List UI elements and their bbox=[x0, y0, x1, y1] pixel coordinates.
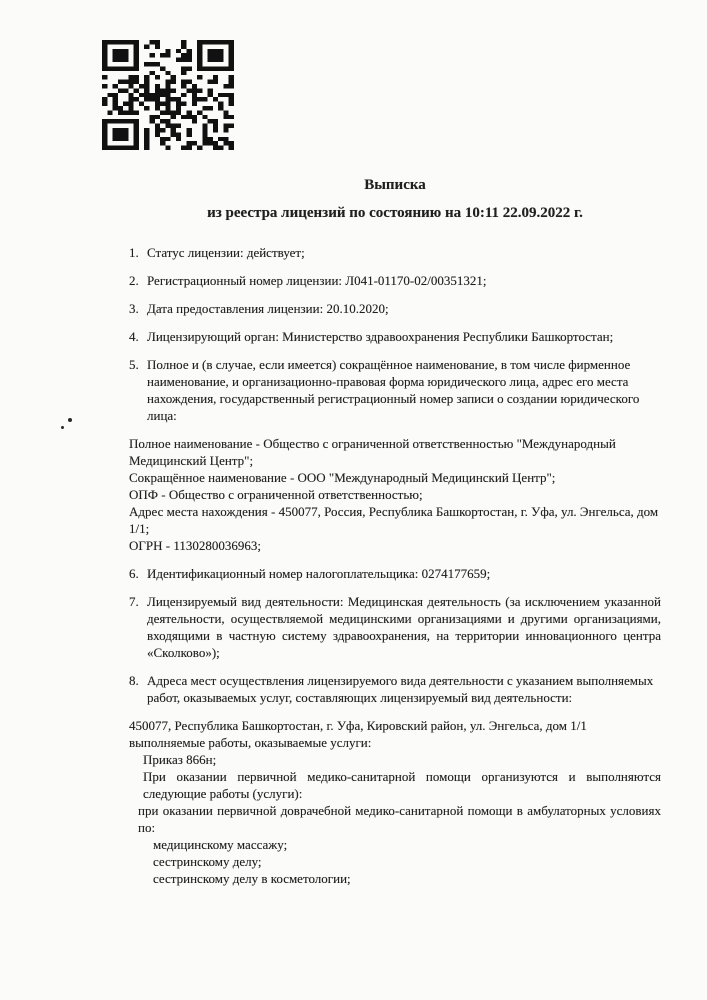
list-item-licensed-activity bbox=[129, 593, 661, 661]
item-number: 1. bbox=[129, 245, 139, 260]
list-item-status bbox=[129, 244, 661, 261]
item-text: Полное и (в случае, если имеется) сокращённое наименование, в том числе фирменное наименование, и организационно-правовая форма юридического лица, адрес его места нахождения, государственный регистрационный номер записи о создании юридического лица: bbox=[147, 357, 640, 423]
list-item-activity-addresses bbox=[129, 672, 661, 706]
item-number: 5. bbox=[129, 357, 139, 372]
item-number: 2. bbox=[129, 273, 139, 288]
item-number: 8. bbox=[129, 673, 139, 688]
list-item-reg-number bbox=[129, 272, 661, 289]
order-reference: Приказ 866н; bbox=[143, 752, 217, 767]
service-item: сестринскому делу; bbox=[153, 854, 262, 869]
document-subtitle: из реестра лицензий по состоянию на 10:11 22.09.2022 г. bbox=[207, 205, 583, 221]
list-item-inn bbox=[129, 565, 661, 582]
scan-artifact-dot bbox=[68, 418, 72, 422]
item-text: Адреса мест осуществления лицензируемого вида деятельности с указанием выполняемых работ, оказываемых услуг, составляющих лицензируемый вид деятельности: bbox=[147, 673, 654, 705]
item-number: 4. bbox=[129, 329, 139, 344]
document-body bbox=[129, 176, 661, 887]
pre-medical-care-paragraph: при оказании первичной доврачебной медико-санитарной помощи в амбулаторных условиях по: bbox=[138, 803, 661, 835]
org-short-name: Сокращённое наименование - ООО "Международный Медицинский Центр"; bbox=[129, 470, 556, 485]
item-number: 3. bbox=[129, 301, 139, 316]
qr-code-icon bbox=[102, 40, 234, 150]
activity-address-block bbox=[129, 717, 661, 887]
item-text: Лицензируемый вид деятельности: Медицинская деятельность (за исключением указанной деятельности, осуществляемой медицинскими организациями и другими организациями, входящими в частную систему здравоохранения, на территории инновационного центра «Сколково»); bbox=[147, 594, 661, 660]
item-text: Идентификационный номер налогоплательщика: 0274177659; bbox=[147, 566, 491, 581]
item-text: Регистрационный номер лицензии: Л041-01170-02/00351321; bbox=[147, 273, 487, 288]
service-item: сестринскому делу в косметологии; bbox=[153, 871, 351, 886]
item-text: Дата предоставления лицензии: 20.10.2020; bbox=[147, 301, 389, 316]
primary-care-paragraph: При оказании первичной медико-санитарной помощи организуются и выполняются следующие работы (услуги): bbox=[143, 769, 661, 801]
item-number: 7. bbox=[129, 594, 139, 609]
service-item: медицинскому массажу; bbox=[153, 837, 288, 852]
document-title: Выписка bbox=[364, 177, 426, 193]
list-item-org-name-heading bbox=[129, 356, 661, 424]
works-label: выполняемые работы, оказываемые услуги: bbox=[129, 735, 372, 750]
activity-address: 450077, Республика Башкортостан, г. Уфа, Кировский район, ул. Энгельса, дом 1/1 bbox=[129, 718, 587, 733]
list-item-grant-date bbox=[129, 300, 661, 317]
org-full-name: Полное наименование - Общество с ограниченной ответственностью "Международный Медицинский Центр"; bbox=[129, 436, 616, 468]
item-text: Лицензирующий орган: Министерство здравоохранения Республики Башкортостан; bbox=[147, 329, 614, 344]
org-address: Адрес места нахождения - 450077, Россия, Республика Башкортостан, г. Уфа, ул. Энгельса, дом 1/1; bbox=[129, 504, 659, 536]
item-text: Статус лицензии: действует; bbox=[147, 245, 305, 260]
org-ogrn: ОГРН - 1130280036963; bbox=[129, 538, 261, 553]
scan-artifact-dot bbox=[61, 426, 64, 429]
org-details-block bbox=[129, 435, 661, 554]
item-number: 6. bbox=[129, 566, 139, 581]
list-item-licensing-authority bbox=[129, 328, 661, 345]
org-opf: ОПФ - Общество с ограниченной ответственностью; bbox=[129, 487, 423, 502]
